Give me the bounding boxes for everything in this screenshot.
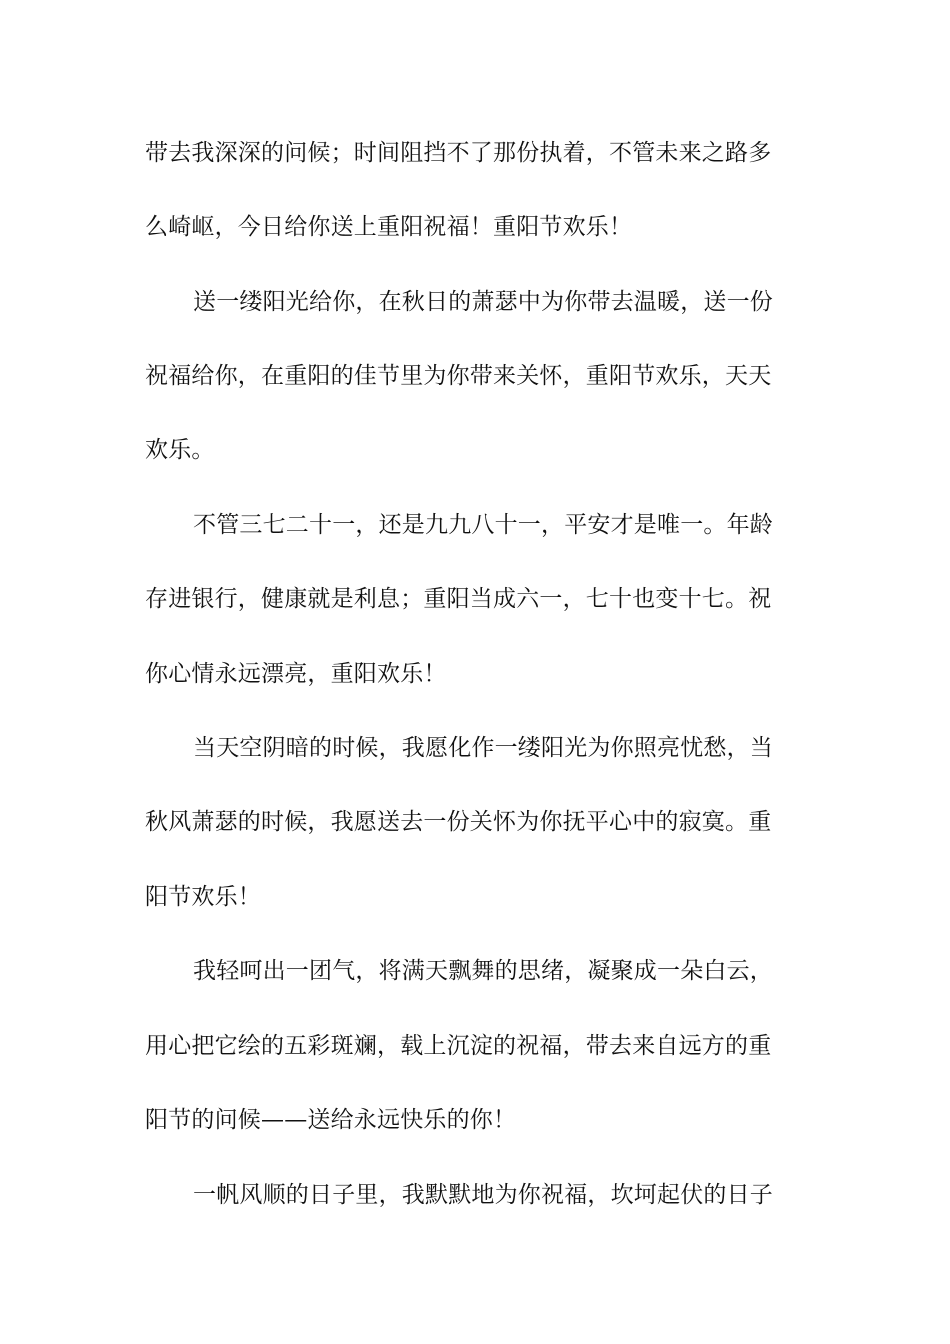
paragraph-2-line-1: 送一缕阳光给你，在秋日的萧瑟中为你带去温暖，送一份 [193, 289, 773, 315]
paragraph-2-line-2: 祝福给你，在重阳的佳节里为你带来关怀，重阳节欢乐，天天 [145, 363, 772, 389]
paragraph-2-line-3: 欢乐。 [145, 437, 215, 463]
paragraph-5-line-2: 用心把它绘的五彩斑斓，载上沉淀的祝福，带去来自远方的重 [145, 1033, 772, 1059]
paragraph-4-line-2: 秋风萧瑟的时候，我愿送去一份关怀为你抚平心中的寂寞。重 [145, 809, 772, 835]
paragraph-4-line-3: 阳节欢乐！ [145, 884, 261, 910]
paragraph-6-line-1: 一帆风顺的日子里，我默默地为你祝福，坎坷起伏的日子 [193, 1182, 773, 1208]
paragraph-3-line-3: 你心情永远漂亮，重阳欢乐！ [145, 661, 447, 687]
paragraph-1-line-1: 带去我深深的问候；时间阻挡不了那份执着，不管未来之路多 [145, 140, 772, 166]
paragraph-3-line-1: 不管三七二十一，还是九九八十一，平安才是唯一。年龄 [193, 512, 773, 538]
paragraph-4-line-1: 当天空阴暗的时候，我愿化作一缕阳光为你照亮忧愁，当 [193, 735, 773, 761]
paragraph-1-line-2: 么崎岖，今日给你送上重阳祝福！重阳节欢乐！ [145, 214, 633, 240]
paragraph-5-line-1: 我轻呵出一团气，将满天飘舞的思绪，凝聚成一朵白云， [193, 958, 773, 984]
paragraph-3-line-2: 存进银行，健康就是利息；重阳当成六一，七十也变十七。祝 [145, 586, 772, 612]
paragraph-5-line-3: 阳节的问候——送给永远快乐的你！ [145, 1107, 517, 1133]
